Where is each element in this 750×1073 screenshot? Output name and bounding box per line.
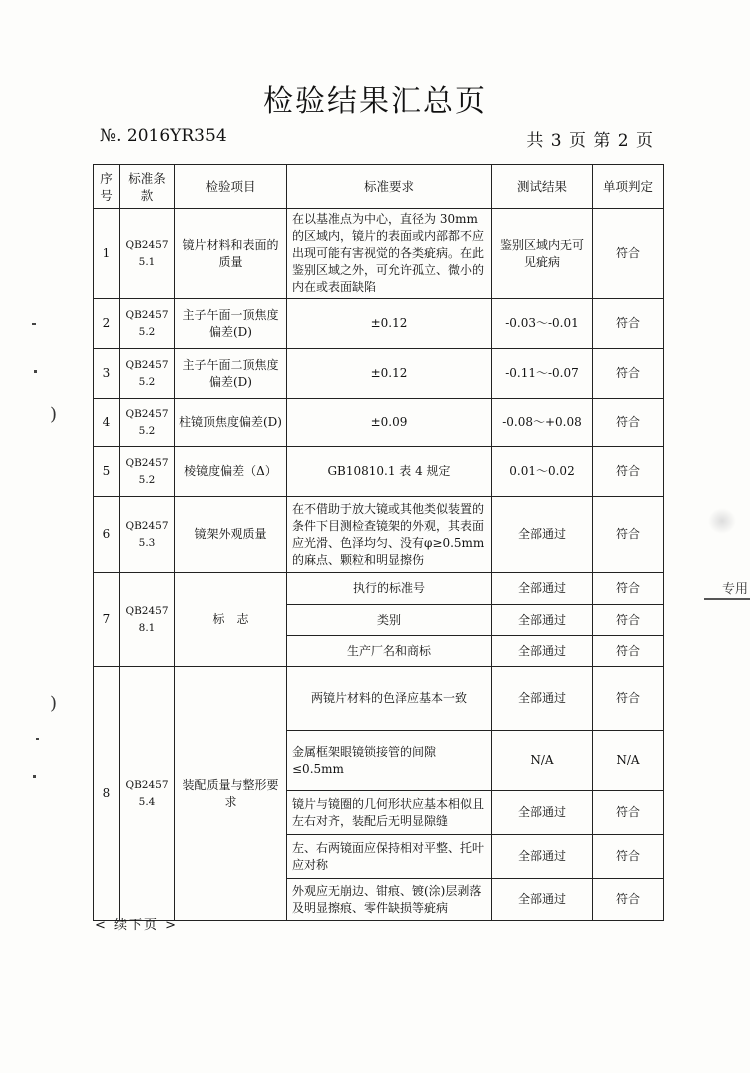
requirement-cell: GB10810.1 表 4 规定	[287, 447, 492, 497]
verdict-cell: 符合	[593, 399, 664, 447]
code-cell: QB2457 5.2	[120, 299, 175, 349]
requirement-cell: 左、右两镜面应保持相对平整、托叶应对称	[287, 835, 492, 879]
table-row	[94, 447, 664, 497]
results-table	[93, 164, 664, 921]
table-header-row	[94, 165, 664, 209]
report-number: №. 2016YR354	[100, 126, 227, 146]
header-cell: 单项判定	[593, 165, 664, 209]
margin-mark	[34, 370, 37, 373]
seq-cell: 3	[94, 349, 120, 399]
result-cell: N/A	[492, 731, 593, 791]
code-cell: QB2457 5.2	[120, 447, 175, 497]
result-cell: 全部通过	[492, 879, 593, 921]
margin-mark: )	[50, 693, 58, 714]
result-cell: -0.11～-0.07	[492, 349, 593, 399]
page-title: 检验结果汇总页	[263, 84, 487, 119]
item-cell: 棱镜度偏差（Δ）	[175, 447, 287, 497]
item-cell: 镜片材料和表面的质量	[175, 209, 287, 299]
result-cell: -0.08～+0.08	[492, 399, 593, 447]
margin-mark: )	[50, 404, 58, 425]
seq-cell: 4	[94, 399, 120, 447]
item-cell: 装配质量与整形要求	[175, 667, 287, 921]
requirement-cell: 两镜片材料的色泽应基本一致	[287, 667, 492, 731]
requirement-cell: ±0.12	[287, 299, 492, 349]
code-cell: QB2457 8.1	[120, 573, 175, 667]
verdict-cell: 符合	[593, 667, 664, 731]
verdict-cell: 符合	[593, 447, 664, 497]
seq-cell: 2	[94, 299, 120, 349]
code-cell: QB2457 5.4	[120, 667, 175, 921]
result-cell: 全部通过	[492, 573, 593, 605]
requirement-cell: 执行的标准号	[287, 573, 492, 605]
item-cell: 标 志	[175, 573, 287, 667]
requirement-cell: ±0.09	[287, 399, 492, 447]
table-row	[94, 399, 664, 447]
requirement-cell: 镜片与镜圈的几何形状应基本相似且左右对齐，装配后无明显隙缝	[287, 791, 492, 835]
item-cell: 柱镜顶焦度偏差(D)	[175, 399, 287, 447]
table-row	[94, 497, 664, 573]
header-cell: 测试结果	[492, 165, 593, 209]
requirement-cell: 外观应无崩边、钳痕、镀(涂)层剥落及明显擦痕、零件缺损等疵病	[287, 879, 492, 921]
result-cell: 全部通过	[492, 636, 593, 667]
result-cell: 全部通过	[492, 835, 593, 879]
result-cell: 鉴别区域内无可见疵病	[492, 209, 593, 299]
seq-cell: 1	[94, 209, 120, 299]
seq-cell: 7	[94, 573, 120, 667]
table-row	[94, 299, 664, 349]
header-cell: 检验项目	[175, 165, 287, 209]
verdict-cell: 符合	[593, 835, 664, 879]
result-cell: 全部通过	[492, 605, 593, 636]
result-cell: 全部通过	[492, 791, 593, 835]
verdict-cell: 符合	[593, 573, 664, 605]
result-cell: -0.03～-0.01	[492, 299, 593, 349]
result-cell: 全部通过	[492, 497, 593, 573]
verdict-cell: 符合	[593, 791, 664, 835]
table-row	[94, 209, 664, 299]
margin-mark	[36, 738, 39, 740]
code-cell: QB2457 5.2	[120, 399, 175, 447]
result-cell: 全部通过	[492, 667, 593, 731]
item-cell: 主子午面一顶焦度偏差(D)	[175, 299, 287, 349]
verdict-cell: 符合	[593, 497, 664, 573]
seq-cell: 6	[94, 497, 120, 573]
verdict-cell: N/A	[593, 731, 664, 791]
result-cell: 0.01～0.02	[492, 447, 593, 497]
requirement-cell: 生产厂名和商标	[287, 636, 492, 667]
code-cell: QB2457 5.3	[120, 497, 175, 573]
verdict-cell: 符合	[593, 605, 664, 636]
item-cell: 主子午面二顶焦度偏差(D)	[175, 349, 287, 399]
margin-mark	[32, 323, 36, 325]
seq-cell: 8	[94, 667, 120, 921]
table-row	[94, 349, 664, 399]
requirement-cell: ±0.12	[287, 349, 492, 399]
margin-mark	[33, 775, 36, 778]
requirement-cell: 在不借助于放大镜或其他类似装置的条件下目测检查镜架的外观，其表面应光滑、色泽均匀、没有φ≥0.5mm 的麻点、颗粒和明显擦伤	[287, 497, 492, 573]
code-cell: QB2457 5.2	[120, 349, 175, 399]
edge-stamp-text: 专用	[721, 582, 748, 597]
page-info: 共 3 页 第 2 页	[526, 131, 654, 151]
header-cell: 序号	[94, 165, 120, 209]
continued-note: < 续下页 >	[95, 918, 179, 933]
verdict-cell: 符合	[593, 299, 664, 349]
edge-stamp-line	[704, 598, 750, 600]
verdict-cell: 符合	[593, 209, 664, 299]
table-row	[94, 573, 664, 605]
header-cell: 标准要求	[287, 165, 492, 209]
item-cell: 镜架外观质量	[175, 497, 287, 573]
requirement-cell: 金属框架眼镜锁接管的间隙≤0.5mm	[287, 731, 492, 791]
code-cell: QB2457 5.1	[120, 209, 175, 299]
requirement-cell: 在以基准点为中心，直径为 30mm 的区域内，镜片的表面或内部都不应出现可能有害视觉的各类疵病。在此鉴别区域之外，可允许孤立、微小的内在或表面缺陷	[287, 209, 492, 299]
requirement-cell: 类别	[287, 605, 492, 636]
seq-cell: 5	[94, 447, 120, 497]
verdict-cell: 符合	[593, 879, 664, 921]
verdict-cell: 符合	[593, 349, 664, 399]
verdict-cell: 符合	[593, 636, 664, 667]
table-row	[94, 667, 664, 731]
edge-smudge	[708, 508, 736, 534]
header-cell: 标准条款	[120, 165, 175, 209]
